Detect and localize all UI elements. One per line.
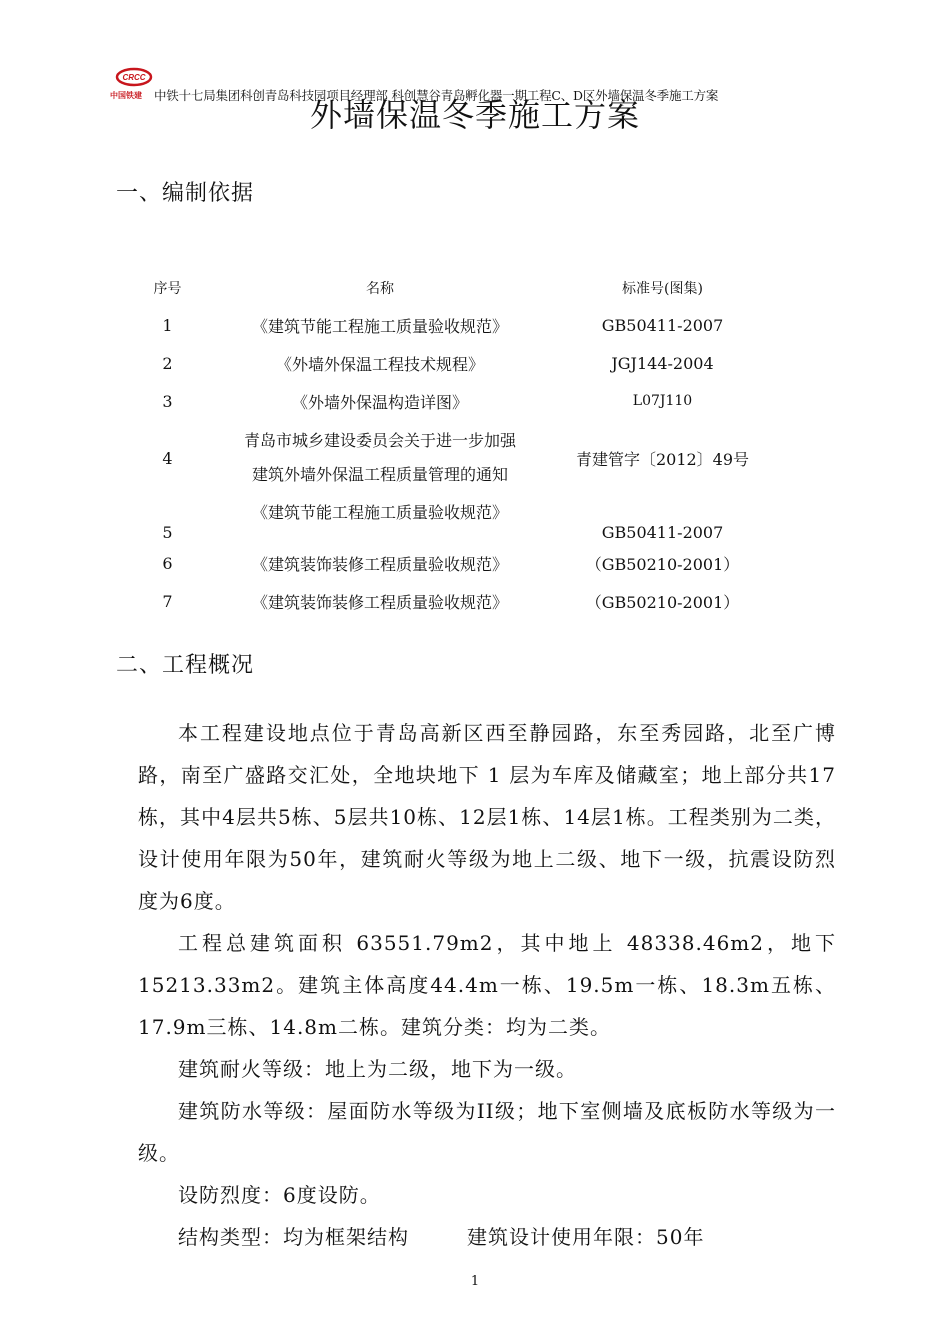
table-row — [130, 382, 770, 420]
design-life: 建筑设计使用年限：50年 — [467, 1225, 705, 1249]
table-row — [130, 582, 770, 620]
reference-table — [130, 270, 770, 620]
row-no: 7 — [162, 591, 173, 611]
header-text: 中铁十七局集团科创青岛科技园项目经理部 科创慧谷青岛孵化器一期工程C、D区外墙保温冬季施工方案 — [154, 88, 719, 103]
table-header-row — [130, 270, 770, 306]
row-code: （GB50210-2001） — [585, 592, 740, 612]
row-code: L07J110 — [632, 393, 693, 409]
row-name: 《外墙外保温构造详图》 — [291, 392, 468, 412]
row-code: GB50411-2007 — [601, 523, 724, 542]
logo-caption: 中国铁建 — [110, 91, 142, 100]
row-code: GB50411-2007 — [601, 315, 724, 335]
col-header-code: 标准号(图集) — [622, 281, 703, 297]
paragraph-location: 本工程建设地点位于青岛高新区西至静园路，东至秀园路，北至广博路，南至广盛路交汇处，全地块地下 1 层为车库及储藏室；地上部分共17栋，其中4层共5栋、5层共10栋、12层1栋、14层1栋。工程类别为二类，设计使用年限为50年，建筑耐火等级为地上二级、地下一级，抗震设防烈度为6度。 — [138, 721, 836, 913]
paragraph-structure — [138, 1216, 836, 1258]
section-heading-basis: 一、编制依据 — [116, 181, 255, 206]
table-row — [130, 420, 770, 496]
row-name: 《外墙外保温工程技术规程》 — [275, 354, 484, 374]
logo-text: CRCC — [122, 73, 146, 82]
overview-body — [138, 712, 836, 1258]
paragraph-area: 工程总建筑面积 63551.79m2，其中地上 48338.46m2，地下15213.33m2。建筑主体高度44.4m一栋、19.5m一栋、18.3m五栋、17.9m三栋、14.8m二栋。建筑分类：均为二类。 — [138, 931, 836, 1039]
structure-type: 结构类型：均为框架结构 — [178, 1225, 409, 1249]
row-name-line1: 青岛市城乡建设委员会关于进一步加强 — [243, 431, 516, 450]
row-no: 6 — [162, 553, 173, 573]
row-name: 《建筑装饰装修工程质量验收规范》 — [251, 554, 508, 574]
paragraph-fire-rating: 建筑耐火等级：地上为二级，地下为一级。 — [178, 1057, 577, 1081]
row-no: 5 — [162, 523, 173, 542]
row-no: 2 — [162, 353, 173, 373]
table-row — [130, 496, 770, 544]
row-code: （GB50210-2001） — [585, 554, 740, 574]
table-row — [130, 544, 770, 582]
document-title: 外墙保温冬季施工方案 — [309, 96, 640, 134]
row-code: 青建管字〔2012〕49号 — [575, 449, 750, 469]
row-name-line2: 建筑外墙外保温工程质量管理的通知 — [251, 465, 508, 484]
col-header-name: 名称 — [366, 281, 394, 297]
col-header-no: 序号 — [153, 281, 182, 297]
row-name — [205, 420, 555, 496]
table-row — [130, 344, 770, 382]
table-row — [130, 306, 770, 344]
row-no: 3 — [162, 391, 173, 411]
page-number: 1 — [470, 1274, 480, 1289]
paragraph-seismic: 设防烈度：6度设防。 — [178, 1183, 381, 1207]
row-code: JGJ144-2004 — [611, 353, 714, 373]
row-no: 4 — [162, 448, 173, 468]
row-name: 《建筑节能工程施工质量验收规范》 — [251, 316, 508, 336]
section-heading-overview: 二、工程概况 — [116, 653, 255, 678]
paragraph-waterproof: 建筑防水等级：屋面防水等级为II级；地下室侧墙及底板防水等级为一级。 — [138, 1099, 836, 1165]
row-no: 1 — [162, 315, 173, 335]
row-name: 《建筑装饰装修工程质量验收规范》 — [251, 592, 508, 612]
row-name: 《建筑节能工程施工质量验收规范》 — [251, 503, 508, 522]
